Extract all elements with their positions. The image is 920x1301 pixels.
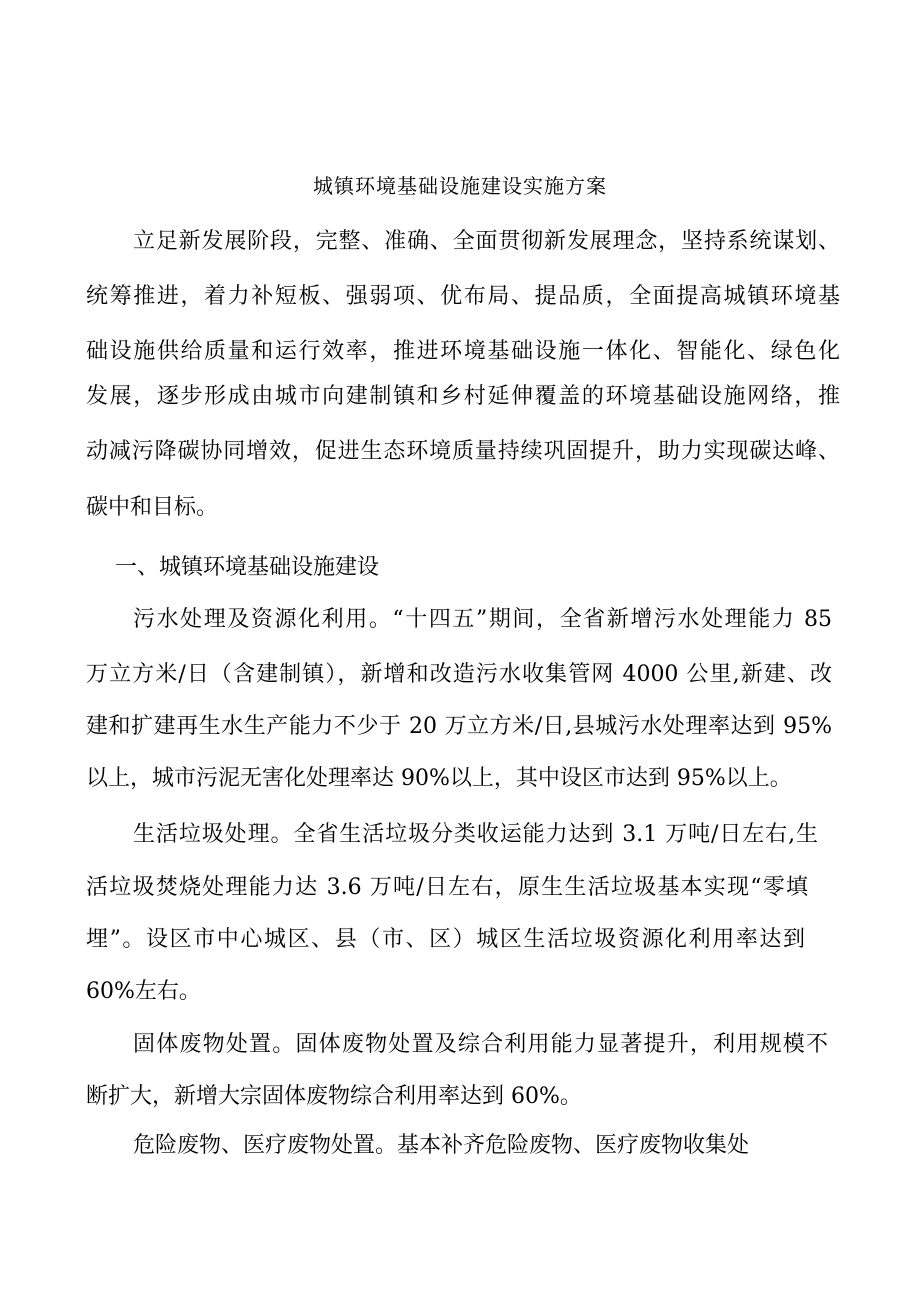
paragraph-hazardous-waste-line: 危险废物、医疗废物处置。基本补齐危险废物、医疗废物收集处 bbox=[133, 1133, 750, 1158]
paragraph-garbage-line: 60%左右。 bbox=[86, 979, 201, 1004]
paragraph-intro-line: 统筹推进，着力补短板、强弱项、优布局、提品质，全面提高城镇环境基 bbox=[86, 284, 840, 309]
paragraph-intro-line: 立足新发展阶段，完整、准确、全面贯彻新发展理念，坚持系统谋划、 bbox=[133, 229, 840, 254]
document-title: 城镇环境基础设施建设实施方案 bbox=[313, 174, 607, 198]
paragraph-garbage-line: 生活垃圾处理。全省生活垃圾分类收运能力达到 3.1 万吨/日左右,生 bbox=[133, 822, 818, 847]
paragraph-sewage-line: 建和扩建再生水生产能力不少于 20 万立方米/日,县城污水处理率达到 95% bbox=[86, 714, 832, 739]
paragraph-solid-waste-line: 固体废物处置。固体废物处置及综合利用能力显著提升，利用规模不 bbox=[133, 1032, 828, 1057]
paragraph-sewage-line: 以上，城市污泥无害化处理率达 90%以上，其中设区市达到 95%以上。 bbox=[86, 766, 792, 791]
paragraph-section-1-heading-line: 一、城镇环境基础设施建设 bbox=[115, 555, 380, 580]
paragraph-garbage-line: 埋”。设区市中心城区、县（市、区）城区生活垃圾资源化利用率达到 bbox=[86, 927, 805, 952]
paragraph-sewage-line: 万立方米/日（含建制镇），新增和改造污水收集管网 4000 公里,新建、改 bbox=[86, 662, 832, 687]
paragraph-solid-waste-line: 断扩大，新增大宗固体废物综合利用率达到 60%。 bbox=[86, 1084, 582, 1109]
paragraph-intro-line: 础设施供给质量和运行效率，推进环境基础设施一体化、智能化、绿色化 bbox=[86, 339, 840, 364]
paragraph-intro-line: 动减污降碳协同增效，促进生态环境质量持续巩固提升，助力实现碳达峰、 bbox=[86, 439, 840, 464]
paragraph-intro-line: 碳中和目标。 bbox=[86, 495, 219, 520]
paragraph-intro-line: 发展，逐步形成由城市向建制镇和乡村延伸覆盖的环境基础设施网络，推 bbox=[86, 384, 840, 409]
paragraph-sewage-line: 污水处理及资源化利用。“十四五”期间，全省新增污水处理能力 85 bbox=[133, 607, 832, 632]
paragraph-garbage-line: 活垃圾焚烧处理能力达 3.6 万吨/日左右，原生生活垃圾基本实现“零填 bbox=[86, 875, 808, 900]
